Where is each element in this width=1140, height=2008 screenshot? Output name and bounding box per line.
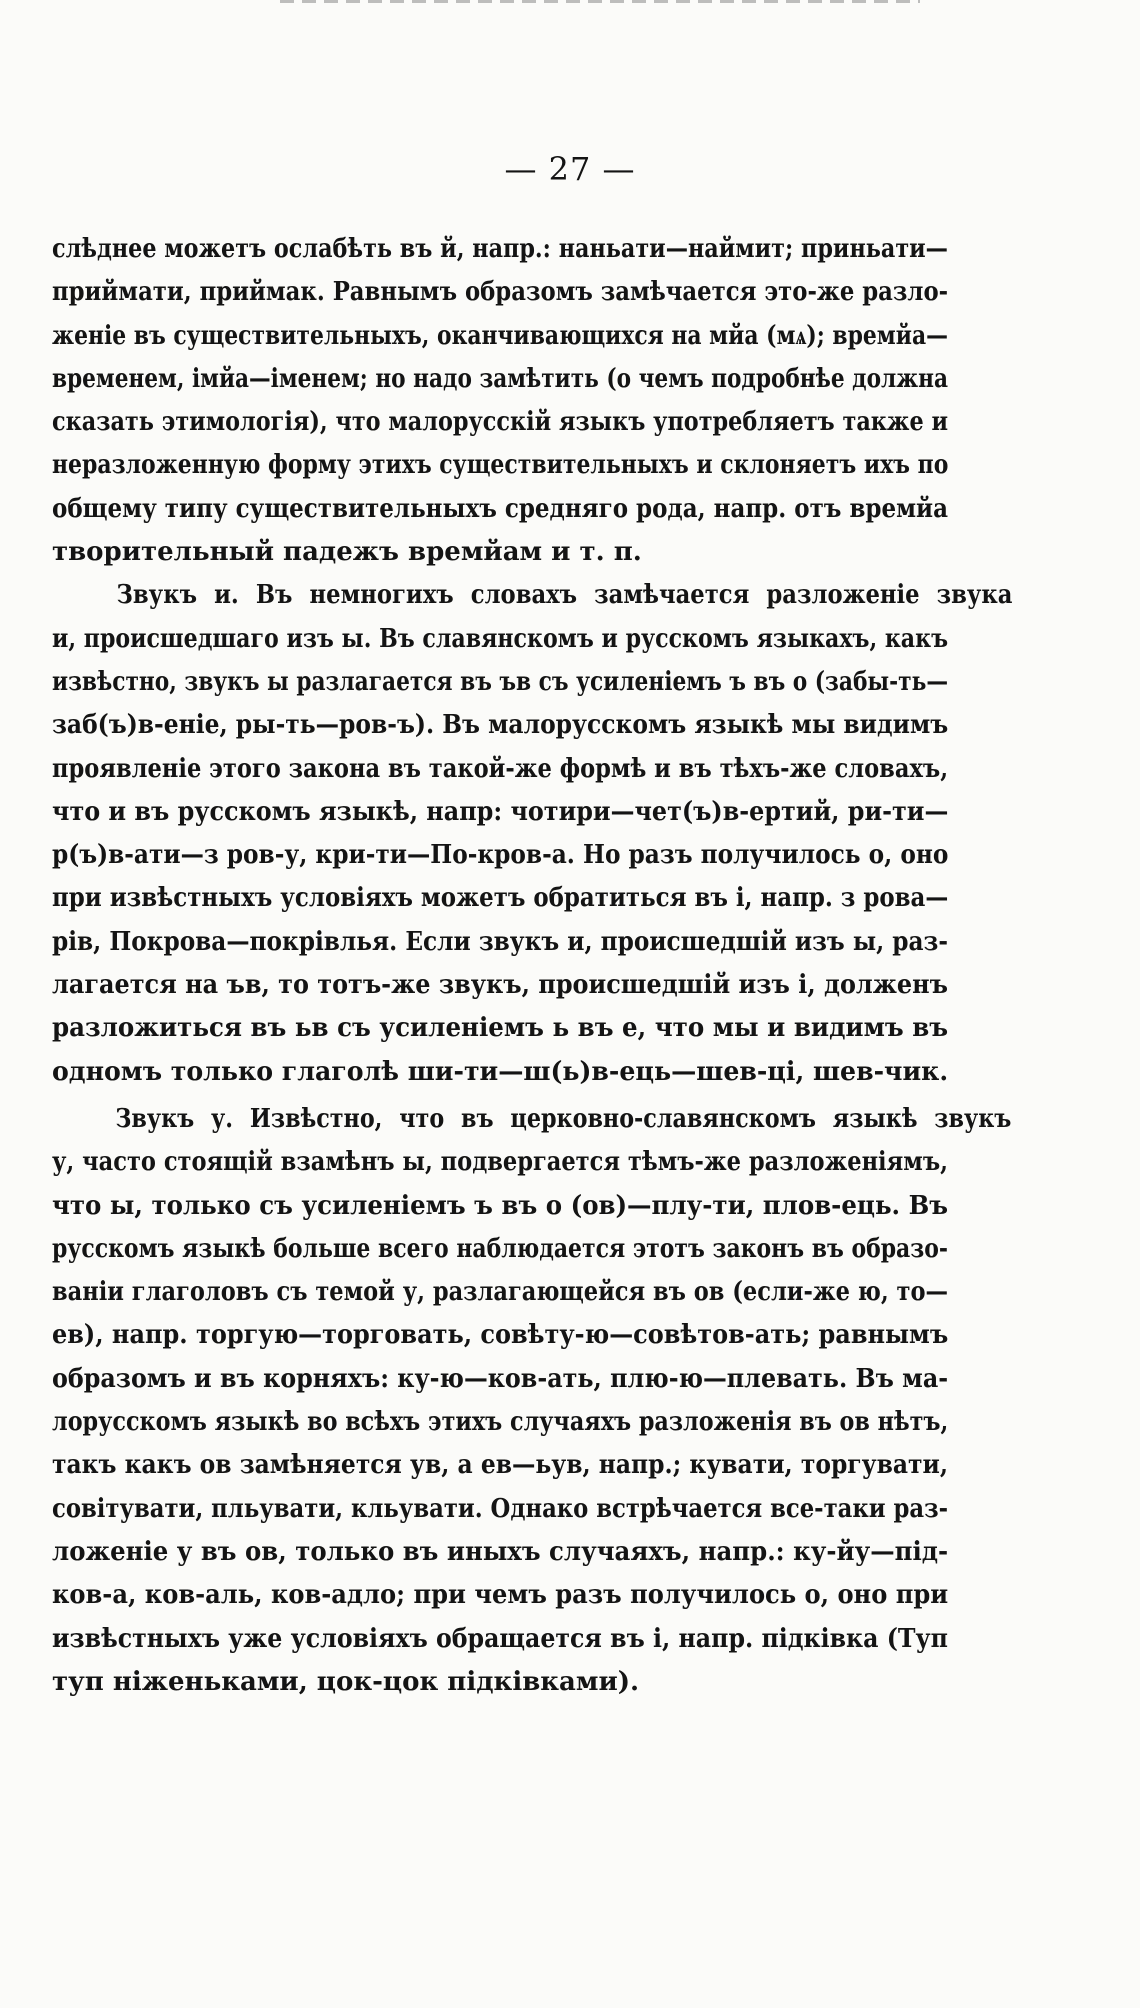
text-line: сказать этимологія), что малорусскій языкъ употребляетъ также и (52, 407, 949, 438)
text-line: что и въ русскомъ языкѣ, напр: чотири—чет(ъ)в-ертий, ри-ти— (52, 796, 949, 827)
text-line: и, происшедшаго изъ ы. Въ славянскомъ и русскомъ языкахъ, какъ (52, 623, 949, 654)
text-line: лорусскомъ языкѣ во всѣхъ этихъ случаяхъ разложенія въ ов нѣтъ, (52, 1407, 949, 1438)
text-line: лагается на ъв, то тотъ-же звукъ, происшедшій изъ і, долженъ (52, 970, 948, 1001)
text-line: одномъ только глаголѣ ши-ти—ш(ь)в-ець—шев-ці, шев-чик. (52, 1056, 948, 1087)
text-line: Звукъ у. Извѣстно, что въ церковно-славянскомъ языкѣ звукъ (115, 1103, 1012, 1134)
text-line: заб(ъ)в-еніе, ры-ть—ров-ъ). Въ малорусскомъ языкѣ мы видимъ (52, 710, 949, 741)
text-line: творительный падежъ времйам и т. п. (52, 537, 642, 568)
text-line: общему типу существительныхъ средняго рода, напр. отъ времйа (52, 493, 948, 524)
text-line: при извѣстныхъ условіяхъ можетъ обратиться въ і, напр. з рова— (52, 883, 949, 914)
text-line: образомъ и въ корняхъ: ку-ю—ков-ать, плю-ю—плевать. Въ ма- (52, 1363, 948, 1394)
text-line: ков-а, ков-аль, ков-адло; при чемъ разъ получилось о, оно при (52, 1580, 949, 1611)
text-line: женіе въ существительныхъ, оканчивающихся на мйа (мѧ); времйа— (52, 320, 948, 351)
text-line: извѣстно, звукъ ы разлагается въ ъв съ усиленіемъ ъ въ о (забы-ть— (52, 666, 949, 697)
text-line: временем, імйа—іменем; но надо замѣтить (о чемъ подробнѣе должна (52, 363, 948, 394)
text-line: извѣстныхъ уже условіяхъ обращается въ і, напр. підківка (Туп (52, 1623, 948, 1654)
text-line: у, часто стоящій взамѣнъ ы, подвергается тѣмъ-же разложеніямъ, (52, 1147, 948, 1178)
text-line: разложиться въ ьв съ усиленіемъ ь въ е, что мы и видимъ въ (52, 1013, 949, 1044)
body-text (52, 228, 1013, 1704)
text-line: Звукъ и. Въ немногихъ словахъ замѣчается разложеніе звука (116, 580, 1013, 611)
text-line: слѣднее можетъ ослабѣть въ й, напр.: наньати—наймит; приньати— (52, 234, 948, 264)
text-line: ложеніе у въ ов, только въ иныхъ случаяхъ, напр.: ку-йу—під- (52, 1536, 948, 1567)
text-line: такъ какъ ов замѣняется ув, а ев—ьув, напр.; кувати, торгувати, (52, 1450, 949, 1481)
text-line: ев), напр. торгую—торговать, совѣту-ю—совѣтов-ать; равнымъ (52, 1320, 948, 1351)
text-line: рів, Покрова—покрівлья. Если звукъ и, происшедшій изъ ы, раз- (52, 926, 948, 957)
text-line: туп ніженьками, цок-цок підківками). (52, 1666, 640, 1697)
text-line: неразложенную форму этихъ существительныхъ и склоняетъ ихъ по (52, 450, 949, 481)
text-line: приймати, приймак. Равнымъ образомъ замѣчается это-же разло- (52, 277, 948, 308)
text-line: русскомъ языкѣ больше всего наблюдается этотъ законъ въ образо- (52, 1233, 949, 1264)
text-line: ваніи глаголовъ съ темой у, разлагающейся въ ов (если-же ю, то— (52, 1277, 948, 1308)
text-line: проявленіе этого закона въ такой-же формѣ и въ тѣхъ-же словахъ, (52, 753, 949, 784)
text-line: р(ъ)в-ати—з ров-у, кри-ти—По-кров-а. Но разъ получилось о, оно (52, 840, 948, 871)
top-edge-rule (280, 0, 920, 3)
text-line: совітувати, пльувати, кльувати. Однако встрѣчается все-таки раз- (52, 1493, 949, 1524)
page-number: — 27 — (504, 150, 636, 188)
text-line: что ы, только съ усиленіемъ ъ въ о (ов)—плу-ти, плов-ець. Въ (52, 1190, 949, 1221)
